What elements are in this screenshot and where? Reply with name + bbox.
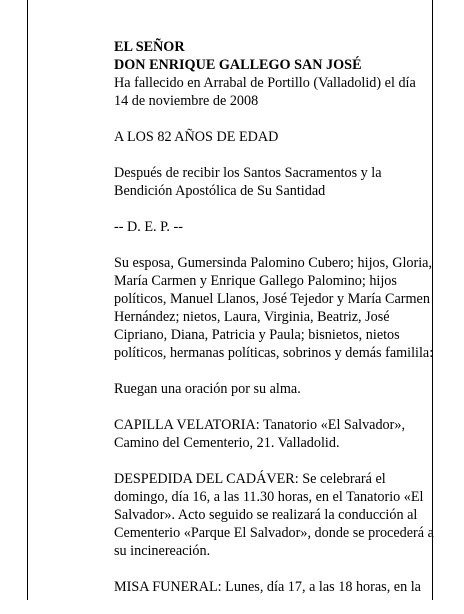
chapel-line: CAPILLA VELATORIA: Tanatorio «El Salvador», [114,417,406,433]
family-line: María Carmen y Enrique Gallego Palomino; hijos [114,273,397,289]
title-line: EL SEÑOR [114,39,185,55]
age-paragraph [114,128,428,146]
death-info-line: Ha fallecido en Arrabal de Portillo (Valladolid) el día [114,75,416,91]
rip-line: -- D. E. P. -- [114,219,183,235]
farewell-line: su incinereación. [114,543,211,559]
farewell-line: Cementerio «Parque El Salvador», donde se procederá a [114,525,434,541]
farewell-line: DESPEDIDA DEL CADÁVER: Se celebrará el [114,471,386,487]
family-line: políticos, Manuel Llanos, José Tejedor y María Carmen [114,291,430,307]
family-line: Su esposa, Gumersinda Palomino Cubero; hijos, Gloria, [114,255,433,271]
funeral-mass-paragraph [114,578,428,596]
family-line: políticos, hermanas políticas, sobrinos y demás familila: [114,345,434,361]
family-line: Hernández; nietos, Laura, Virginia, Beatriz, José [114,309,390,325]
family-paragraph [114,254,434,362]
farewell-line: domingo, día 16, a las 11.30 horas, en el Tanatorio «El [114,489,424,505]
deceased-header [114,38,428,110]
sacraments-paragraph [114,164,428,200]
funeral-mass-line: MISA FUNERAL: Lunes, día 17, a las 18 horas, en la [114,579,421,595]
prayer-line: Ruegan una oración por su alma. [114,381,301,397]
chapel-paragraph [114,416,428,452]
deceased-name: DON ENRIQUE GALLEGO SAN JOSÉ [114,57,362,73]
farewell-paragraph [114,470,434,560]
farewell-line: Salvador». Acto seguido se realizará la conducción al [114,507,418,523]
rip-paragraph [114,218,428,236]
sacraments-line: Después de recibir los Santos Sacramentos y la [114,165,382,181]
age-line: A LOS 82 AÑOS DE EDAD [114,129,279,145]
prayer-paragraph [114,380,428,398]
family-line: Cipriano, Diana, Patricia y Paula; bisnietos, nietos [114,327,400,343]
obituary-text [114,38,434,614]
death-info-line: 14 de noviembre de 2008 [114,93,259,109]
sacraments-line: Bendición Apostólica de Su Santidad [114,183,326,199]
chapel-line: Camino del Cementerio, 21. Valladolid. [114,435,340,451]
